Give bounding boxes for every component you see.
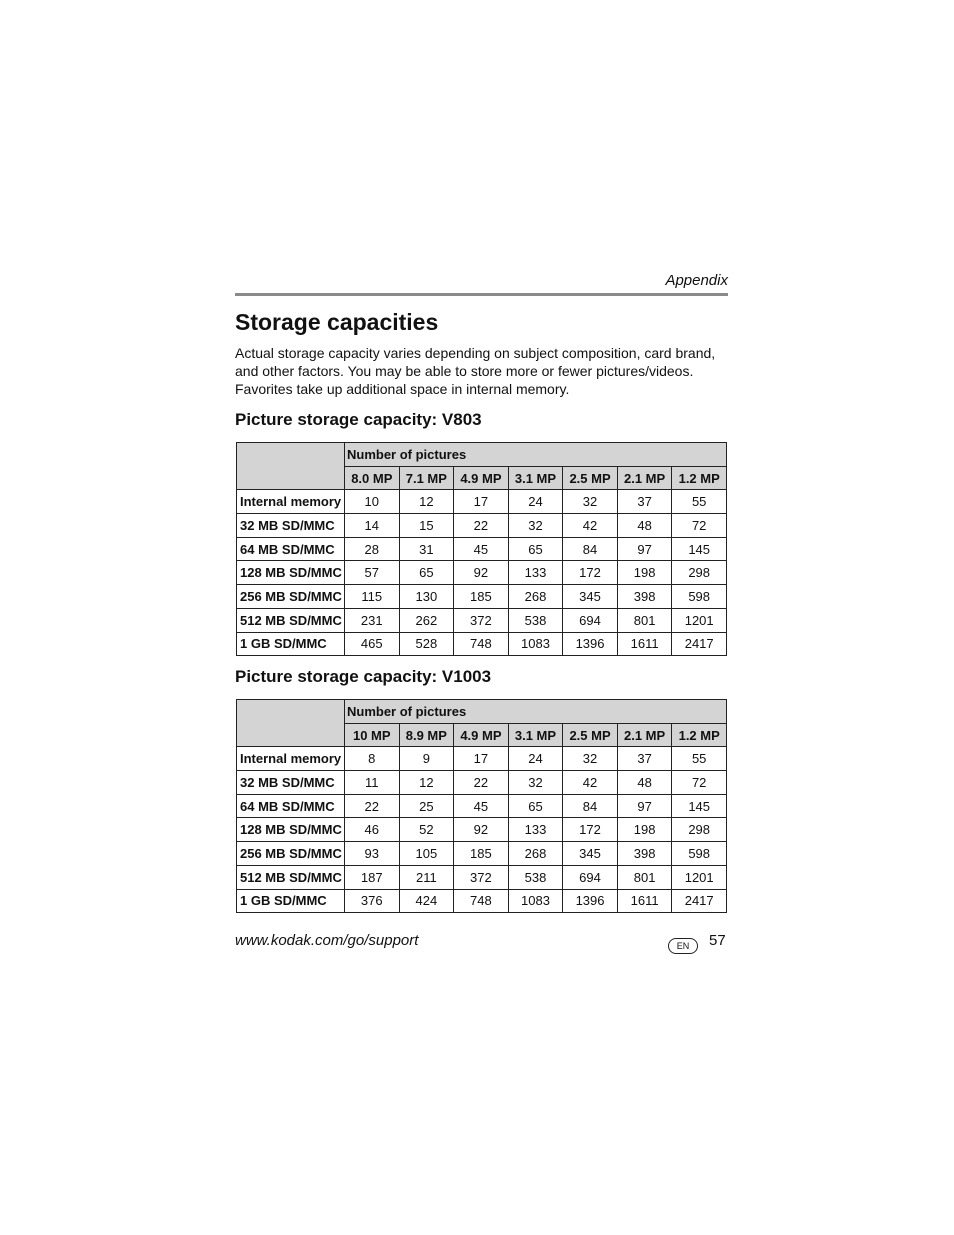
table-row: [237, 747, 727, 771]
capacity-cell: 84: [563, 794, 618, 818]
capacity-cell: 45: [454, 537, 509, 561]
capacity-cell: 748: [454, 632, 509, 656]
capacity-cell: 42: [563, 771, 618, 795]
capacity-cell: 28: [345, 537, 400, 561]
header-rule: [235, 293, 728, 296]
table-heading-v1003: Picture storage capacity: V1003: [235, 667, 492, 686]
capacity-cell: 1611: [617, 632, 672, 656]
page-title: Storage capacities: [235, 309, 439, 335]
group-header: Number of pictures: [345, 700, 727, 724]
capacity-cell: 1396: [563, 889, 618, 913]
capacity-cell: 372: [454, 608, 509, 632]
capacity-cell: 298: [672, 561, 727, 585]
corner-cell: [237, 443, 345, 490]
capacity-cell: 11: [345, 771, 400, 795]
table-row: [237, 818, 727, 842]
capacity-cell: 211: [399, 865, 454, 889]
storage-table-v803: [236, 442, 727, 656]
capacity-cell: 84: [563, 537, 618, 561]
capacity-cell: 93: [345, 842, 400, 866]
table-row: [237, 514, 727, 538]
capacity-cell: 268: [508, 585, 563, 609]
support-url[interactable]: www.kodak.com/go/support: [235, 932, 419, 949]
column-header: 1.2 MP: [672, 723, 727, 747]
capacity-cell: 65: [508, 794, 563, 818]
capacity-cell: 133: [508, 561, 563, 585]
capacity-cell: 262: [399, 608, 454, 632]
capacity-cell: 42: [563, 514, 618, 538]
table-row: [237, 889, 727, 913]
capacity-cell: 17: [454, 747, 509, 771]
capacity-cell: 298: [672, 818, 727, 842]
capacity-cell: 9: [399, 747, 454, 771]
capacity-cell: 92: [454, 818, 509, 842]
row-label: Internal memory: [237, 490, 345, 514]
capacity-cell: 48: [617, 514, 672, 538]
capacity-cell: 694: [563, 865, 618, 889]
capacity-cell: 598: [672, 585, 727, 609]
capacity-cell: 22: [454, 514, 509, 538]
capacity-cell: 598: [672, 842, 727, 866]
capacity-cell: 198: [617, 561, 672, 585]
language-badge: EN: [668, 938, 698, 954]
capacity-cell: 801: [617, 865, 672, 889]
capacity-cell: 145: [672, 537, 727, 561]
capacity-cell: 32: [563, 490, 618, 514]
row-label: Internal memory: [237, 747, 345, 771]
table-heading-v803: Picture storage capacity: V803: [235, 410, 482, 429]
capacity-cell: 92: [454, 561, 509, 585]
table-row: [237, 794, 727, 818]
capacity-cell: 268: [508, 842, 563, 866]
column-header: 8.0 MP: [345, 466, 400, 490]
capacity-cell: 130: [399, 585, 454, 609]
capacity-cell: 65: [399, 561, 454, 585]
column-header: 2.5 MP: [563, 466, 618, 490]
capacity-cell: 10: [345, 490, 400, 514]
capacity-cell: 115: [345, 585, 400, 609]
capacity-cell: 55: [672, 490, 727, 514]
capacity-cell: 97: [617, 794, 672, 818]
capacity-cell: 145: [672, 794, 727, 818]
running-header: [235, 271, 728, 291]
capacity-cell: 1611: [617, 889, 672, 913]
capacity-cell: 465: [345, 632, 400, 656]
capacity-cell: 52: [399, 818, 454, 842]
capacity-cell: 528: [399, 632, 454, 656]
group-header-row: [237, 700, 727, 724]
capacity-cell: 24: [508, 747, 563, 771]
capacity-cell: 748: [454, 889, 509, 913]
column-header: 4.9 MP: [454, 466, 509, 490]
capacity-cell: 398: [617, 842, 672, 866]
storage-table-v1003: [236, 699, 727, 913]
row-label: 1 GB SD/MMC: [237, 632, 345, 656]
capacity-cell: 133: [508, 818, 563, 842]
table-row: [237, 585, 727, 609]
capacity-cell: 424: [399, 889, 454, 913]
capacity-cell: 1201: [672, 608, 727, 632]
capacity-cell: 185: [454, 585, 509, 609]
table-row: [237, 771, 727, 795]
column-header: 3.1 MP: [508, 723, 563, 747]
capacity-cell: 32: [508, 771, 563, 795]
capacity-cell: 1396: [563, 632, 618, 656]
column-header: 10 MP: [345, 723, 400, 747]
capacity-cell: 345: [563, 842, 618, 866]
intro-paragraph: Actual storage capacity varies depending on subject composition, card brand, and other factors. You may be able to store more or fewer pictures/videos. Favorites take up additional space in internal memory.: [235, 345, 716, 397]
capacity-cell: 1201: [672, 865, 727, 889]
column-header: 8.9 MP: [399, 723, 454, 747]
capacity-cell: 14: [345, 514, 400, 538]
capacity-cell: 398: [617, 585, 672, 609]
capacity-cell: 105: [399, 842, 454, 866]
table-row: [237, 865, 727, 889]
capacity-cell: 97: [617, 537, 672, 561]
capacity-cell: 55: [672, 747, 727, 771]
row-label: 256 MB SD/MMC: [237, 585, 345, 609]
capacity-cell: 31: [399, 537, 454, 561]
capacity-cell: 1083: [508, 889, 563, 913]
capacity-cell: 15: [399, 514, 454, 538]
column-header: 1.2 MP: [672, 466, 727, 490]
capacity-cell: 32: [508, 514, 563, 538]
capacity-cell: 172: [563, 561, 618, 585]
column-header: 2.1 MP: [617, 723, 672, 747]
row-label: 512 MB SD/MMC: [237, 608, 345, 632]
capacity-cell: 2417: [672, 632, 727, 656]
capacity-cell: 37: [617, 747, 672, 771]
capacity-cell: 72: [672, 771, 727, 795]
capacity-cell: 32: [563, 747, 618, 771]
table-row: [237, 490, 727, 514]
capacity-cell: 48: [617, 771, 672, 795]
capacity-cell: 538: [508, 608, 563, 632]
capacity-cell: 1083: [508, 632, 563, 656]
capacity-cell: 37: [617, 490, 672, 514]
table-row: [237, 537, 727, 561]
capacity-cell: 372: [454, 865, 509, 889]
section-name: Appendix: [665, 272, 728, 289]
capacity-cell: 25: [399, 794, 454, 818]
table-row: [237, 608, 727, 632]
capacity-cell: 376: [345, 889, 400, 913]
capacity-cell: 8: [345, 747, 400, 771]
capacity-cell: 198: [617, 818, 672, 842]
capacity-cell: 538: [508, 865, 563, 889]
column-header: 2.1 MP: [617, 466, 672, 490]
capacity-cell: 185: [454, 842, 509, 866]
capacity-cell: 46: [345, 818, 400, 842]
group-header-row: [237, 443, 727, 467]
capacity-cell: 45: [454, 794, 509, 818]
row-label: 32 MB SD/MMC: [237, 771, 345, 795]
row-label: 256 MB SD/MMC: [237, 842, 345, 866]
capacity-cell: 17: [454, 490, 509, 514]
table-row: [237, 842, 727, 866]
row-label: 32 MB SD/MMC: [237, 514, 345, 538]
capacity-cell: 57: [345, 561, 400, 585]
capacity-cell: 24: [508, 490, 563, 514]
table-row: [237, 561, 727, 585]
column-header: 4.9 MP: [454, 723, 509, 747]
column-header: 7.1 MP: [399, 466, 454, 490]
capacity-cell: 801: [617, 608, 672, 632]
capacity-cell: 65: [508, 537, 563, 561]
row-label: 128 MB SD/MMC: [237, 818, 345, 842]
column-header: 3.1 MP: [508, 466, 563, 490]
column-header: 2.5 MP: [563, 723, 618, 747]
capacity-cell: 187: [345, 865, 400, 889]
capacity-cell: 72: [672, 514, 727, 538]
row-label: 512 MB SD/MMC: [237, 865, 345, 889]
capacity-cell: 2417: [672, 889, 727, 913]
row-label: 1 GB SD/MMC: [237, 889, 345, 913]
capacity-cell: 12: [399, 490, 454, 514]
capacity-cell: 172: [563, 818, 618, 842]
capacity-cell: 694: [563, 608, 618, 632]
row-label: 128 MB SD/MMC: [237, 561, 345, 585]
page-number: 57: [709, 932, 726, 949]
capacity-cell: 22: [454, 771, 509, 795]
group-header: Number of pictures: [345, 443, 727, 467]
capacity-cell: 345: [563, 585, 618, 609]
capacity-cell: 12: [399, 771, 454, 795]
corner-cell: [237, 700, 345, 747]
capacity-cell: 231: [345, 608, 400, 632]
row-label: 64 MB SD/MMC: [237, 794, 345, 818]
table-row: [237, 632, 727, 656]
row-label: 64 MB SD/MMC: [237, 537, 345, 561]
capacity-cell: 22: [345, 794, 400, 818]
